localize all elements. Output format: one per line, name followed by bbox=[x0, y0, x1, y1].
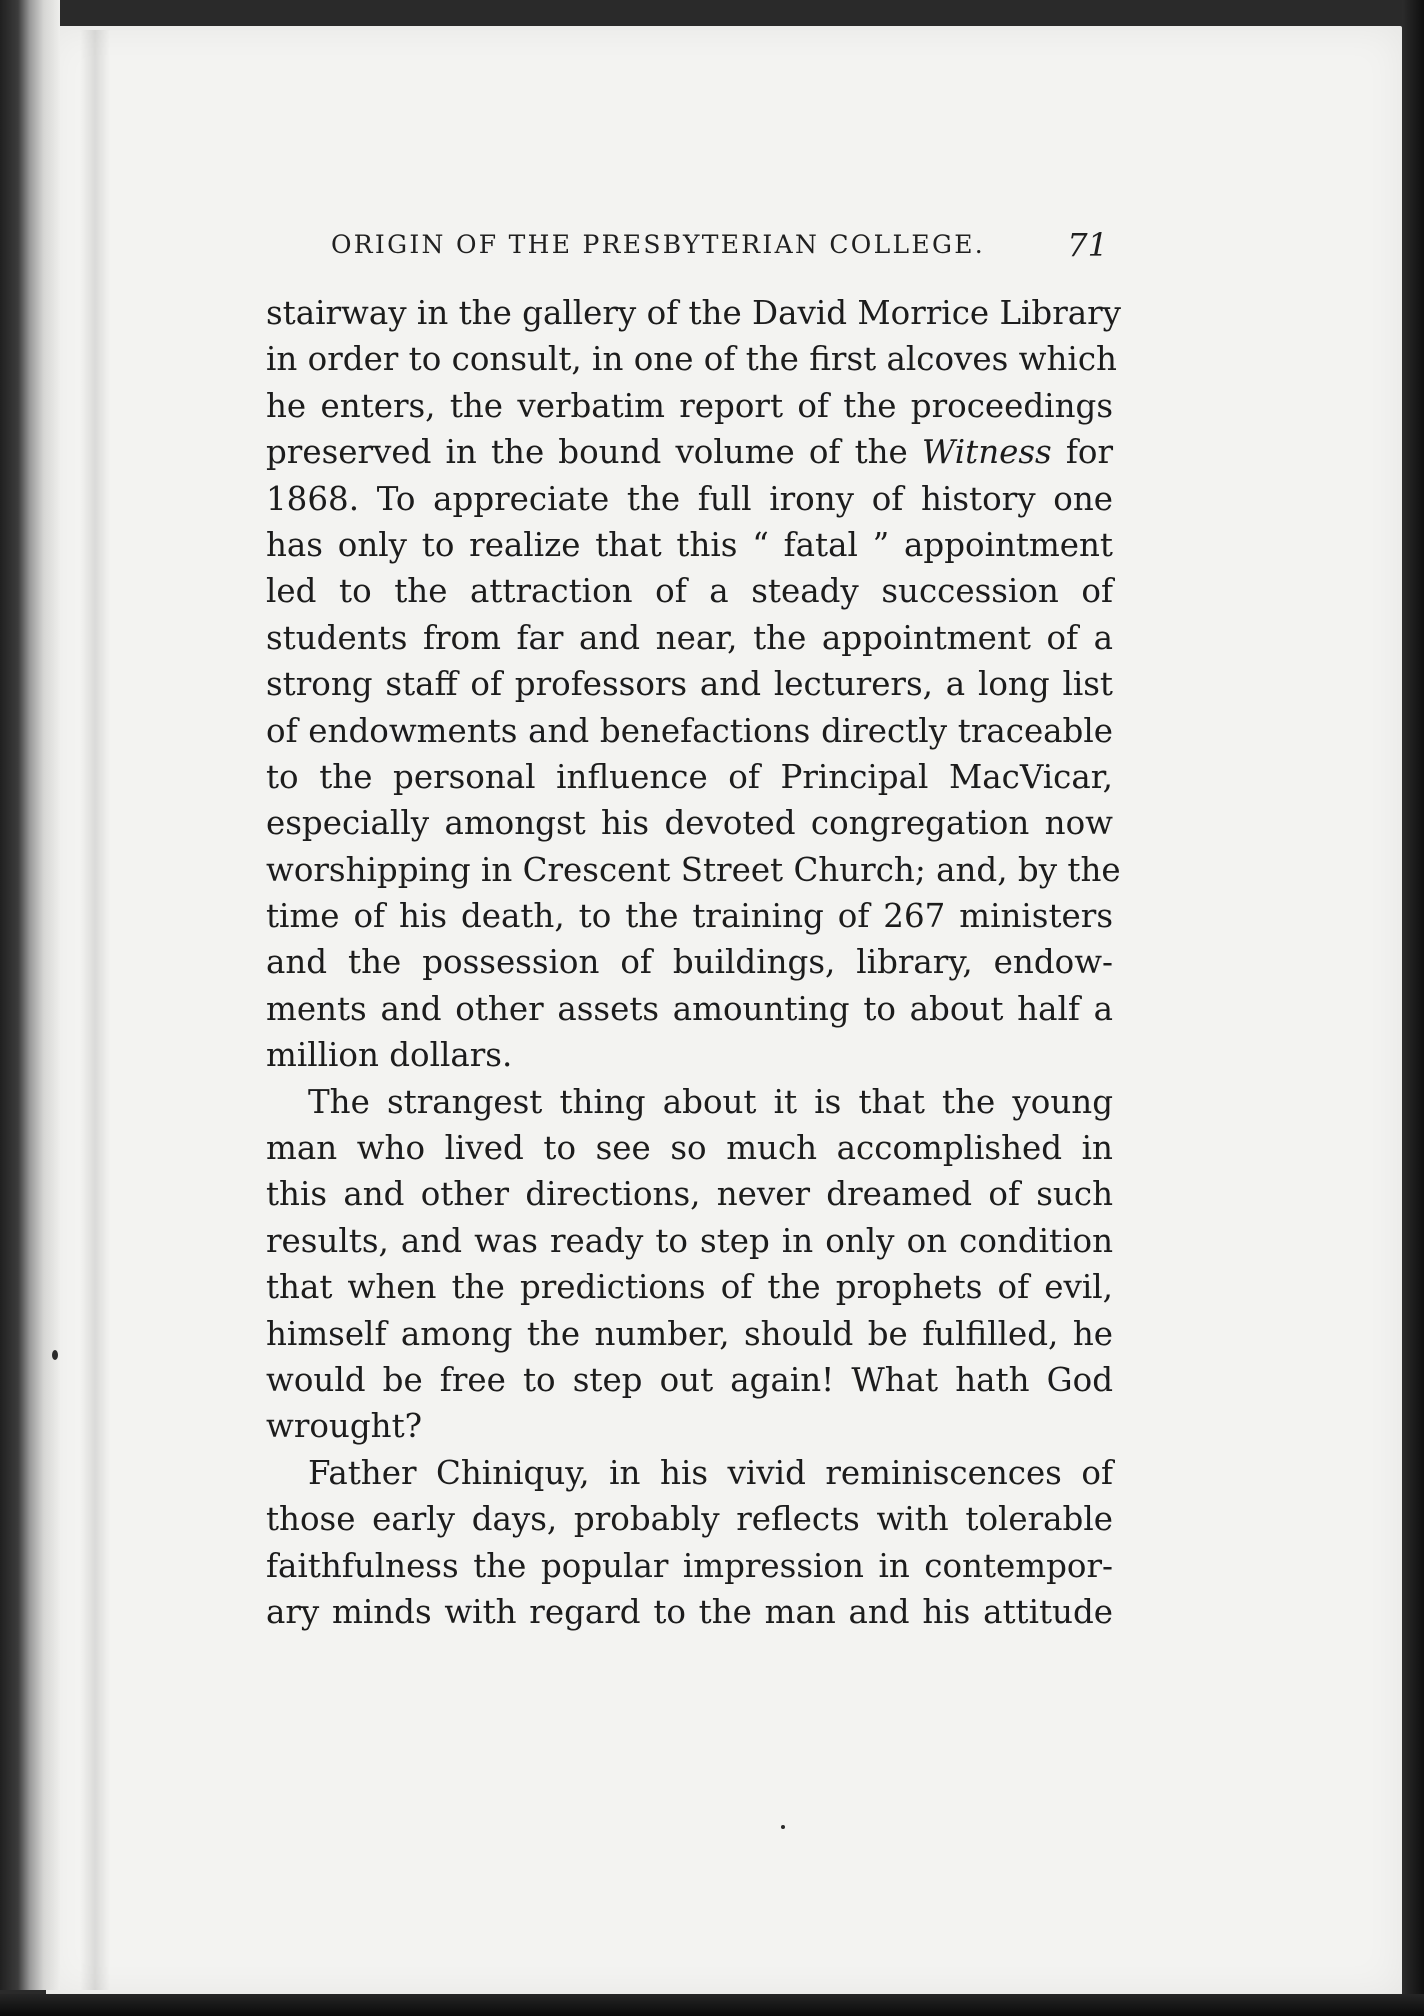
text-line: in order to consult, in one of the first alcoves which bbox=[266, 340, 1117, 379]
text-line: The strangest thing about it is that the young bbox=[308, 1082, 1113, 1121]
running-title: ORIGIN OF THE PRESBYTERIAN COLLEGE. bbox=[331, 230, 986, 259]
text-line: especially amongst his devoted congregation now bbox=[266, 804, 1113, 843]
text-line: stairway in the gallery of the David Morrice Library bbox=[266, 294, 1122, 332]
text-line: time of his death, to the training of 267 ministers bbox=[266, 897, 1113, 936]
page-crease bbox=[80, 30, 110, 1990]
text-segment: for bbox=[1065, 433, 1113, 472]
body-text bbox=[266, 290, 1122, 1635]
text-line: has only to realize that this “ fatal ” appointment bbox=[266, 525, 1113, 564]
text-segment: preserved in the bound volume of the bbox=[266, 433, 908, 472]
text-line: strong staff of professors and lecturers, a long list bbox=[266, 665, 1113, 704]
text-line: he enters, the verbatim report of the proceedings bbox=[266, 386, 1113, 425]
paragraph bbox=[266, 1450, 1113, 1636]
text-line: wrought? bbox=[266, 1407, 423, 1446]
text-line: worshipping in Crescent Street Church; and, by the bbox=[266, 850, 1121, 889]
book-spine bbox=[0, 0, 60, 1990]
text-line: results, and was ready to step in only on condition bbox=[266, 1221, 1113, 1260]
text-line: himself among the number, should be fulfilled, he bbox=[266, 1314, 1113, 1353]
text-line: students from far and near, the appointment of a bbox=[266, 618, 1113, 657]
page-number: 71 bbox=[1067, 226, 1108, 264]
text-line: this and other directions, never dreamed of such bbox=[266, 1175, 1113, 1214]
text-line: to the personal influence of Principal MacVicar, bbox=[266, 757, 1113, 796]
ink-speck bbox=[52, 1350, 58, 1360]
text-line: of endowments and benefactions directly traceable bbox=[266, 711, 1113, 750]
italic-title: Witness bbox=[921, 433, 1052, 472]
text-line: and the possession of buildings, library, endow- bbox=[266, 943, 1113, 982]
text-line: faithfulness the popular impression in contempor- bbox=[266, 1546, 1113, 1585]
text-line: would be free to step out again! What hath God bbox=[266, 1360, 1113, 1399]
paragraph bbox=[266, 290, 1122, 1079]
paragraph bbox=[266, 1079, 1113, 1450]
text-line bbox=[266, 429, 1113, 475]
text-line: ary minds with regard to the man and his attitude bbox=[266, 1592, 1113, 1631]
text-line: man who lived to see so much accomplished in bbox=[266, 1129, 1113, 1168]
ink-speck bbox=[781, 1825, 785, 1829]
page-right-edge bbox=[1402, 0, 1424, 2016]
text-line: those early days, probably reflects with tolerable bbox=[266, 1500, 1113, 1539]
text-line: 1868. To appreciate the full irony of history one bbox=[266, 479, 1113, 518]
text-line: led to the attraction of a steady succession of bbox=[266, 572, 1113, 611]
text-line: that when the predictions of the prophets of evil, bbox=[266, 1268, 1113, 1307]
page-bottom-edge bbox=[0, 1994, 1424, 2016]
text-line: ments and other assets amounting to about half a bbox=[266, 989, 1113, 1028]
text-line: Father Chiniquy, in his vivid reminiscences of bbox=[308, 1453, 1113, 1492]
running-head bbox=[331, 226, 1116, 270]
text-line: million dollars. bbox=[266, 1036, 513, 1075]
